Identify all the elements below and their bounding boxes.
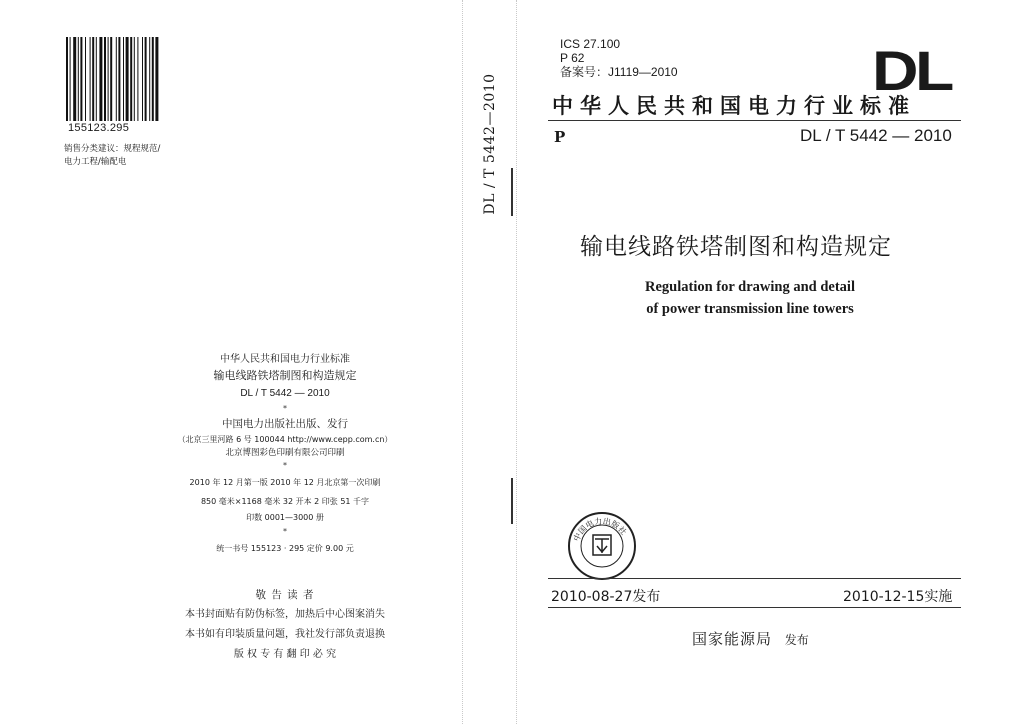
imprint-standard-type: 中华人民共和国电力行业标准 [220,354,350,365]
notice-heading: 敬 告 读 者 [255,589,315,601]
imprint-price: 统一书号 155123 · 295 定价 9.00 元 [216,544,354,553]
filing-number: 备案号：J1119—2010 [560,65,678,79]
separator: * [283,404,287,413]
fold-line-left [462,0,463,724]
reader-notice [150,585,420,665]
classification-codes [560,37,678,79]
divider [548,578,961,579]
notice-line: 本书如有印装质量问题，我社发行部负责退换 [185,629,385,640]
p-code: P 62 [560,51,585,65]
dl-logo: DL [872,39,951,102]
imprint-address: （北京三里河路 6 号 100044 http://www.cepp.com.cn） [177,435,393,444]
category-line: 销售分类建议：规程规范/ [64,144,161,154]
notice-copyright: 版 权 专 有 翻 印 必 究 [233,649,337,660]
imprint-publisher: 中国电力出版社出版、发行 [222,418,348,430]
separator: * [283,461,287,470]
divider [548,607,961,608]
barcode [64,37,196,123]
imprint-format: 850 毫米×1168 毫米 32 开本 2 印张 51 千字 [200,497,370,506]
seal-text: 中国电力出版社 [572,516,629,543]
publisher-seal [566,510,638,582]
document-title-cn: 输电线路铁塔制图和构造规定 [580,234,892,260]
standard-type-title: 中华人民共和国电力行业标准 [552,93,916,118]
ics-code: ICS 27.100 [560,37,621,51]
document-title-en [600,276,900,320]
imprint-standard-number: DL / T 5442 — 2010 [240,388,330,399]
imprint-print-run: 印数 0001—3000 册 [246,513,324,522]
notice-line: 本书封面贴有防伪标签，加热后中心图案消失 [185,609,385,620]
fold-line-right [516,0,517,724]
issuer [692,628,809,649]
separator: * [283,527,287,536]
spine-mark [511,168,513,216]
spine-mark [511,478,513,524]
issuer-name: 国家能源局 [692,630,773,648]
effective-date: 2010-12-15实施 [843,589,953,605]
sales-category [64,143,194,169]
barcode-number: 155123.295 [68,122,130,134]
imprint-edition: 2010 年 12 月第一版 2010 年 12 月北京第一次印刷 [189,478,381,487]
p-letter: P [554,128,566,146]
imprint-doc-title: 输电线路铁塔制图和构造规定 [213,369,357,382]
imprint-block [150,352,420,560]
spine-title: DL / T 5442—2010 [482,73,498,215]
issuer-suffix: 发布 [784,633,809,647]
category-line: 电力工程/输配电 [64,157,127,167]
title-en-line: Regulation for drawing and detail [644,279,855,295]
divider [548,120,961,121]
standard-number: DL / T 5442 — 2010 [800,126,952,145]
title-en-line: of power transmission line towers [646,301,854,317]
issue-date: 2010-08-27发布 [551,589,661,605]
imprint-printer: 北京博图彩色印刷有限公司印刷 [225,448,345,458]
